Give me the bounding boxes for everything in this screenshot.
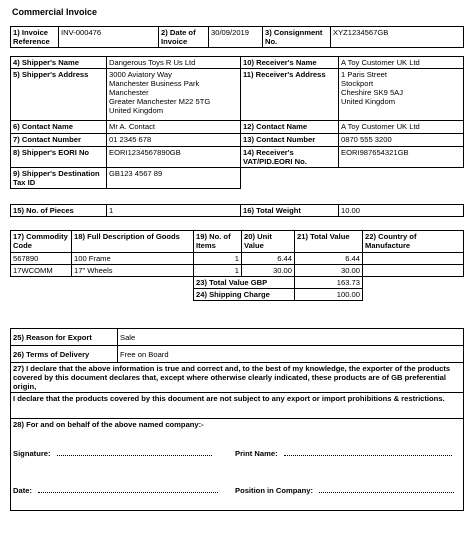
consignment-label: 3) Consignment No. (263, 27, 331, 48)
table-row (11, 265, 464, 277)
goods-items: 1 (194, 265, 242, 277)
goods-table (10, 230, 464, 301)
terms-label: 26) Terms of Delivery (11, 346, 118, 363)
empty-cell (72, 277, 194, 289)
shipper-address-label: 5) Shipper's Address (11, 69, 107, 121)
pieces-table (10, 204, 464, 217)
receiver-address-value (339, 69, 464, 121)
goods-total: 30.00 (295, 265, 363, 277)
declaration-origin: 27) I declare that the above information is true and correct and, to the best of my knowledge, the exporter of the products covered by this document declares that, except where otherwise clearly indicated, these products are of GB preferential origin, (11, 363, 464, 393)
invoice-ref-value: INV-000476 (59, 27, 159, 48)
goods-header-country: 22) Country of Manufacture (363, 231, 464, 253)
goods-total: 6.44 (295, 253, 363, 265)
declaration-table (10, 328, 464, 511)
address-line: Cheshire SK9 5AJ (341, 88, 404, 97)
goods-items: 1 (194, 253, 242, 265)
empty-cell (11, 277, 72, 289)
invoice-ref-label: 1) Invoice Reference (11, 27, 59, 48)
shipper-phone-value: 01 2345 678 (107, 134, 241, 147)
shipper-dest-tax-label: 9) Shipper's Destination Tax ID (11, 168, 107, 189)
goods-header-total: 21) Total Value (295, 231, 363, 253)
position-label: Position in Company: (235, 486, 314, 495)
shipper-address-value (107, 69, 241, 121)
reason-label: 25) Reason for Export (11, 329, 118, 346)
invoice-date-value: 30/09/2019 (209, 27, 263, 48)
signature-block (11, 419, 464, 511)
address-line: 3000 Aviatory Way (109, 70, 172, 79)
signature-line[interactable] (57, 447, 212, 456)
shipper-eori-label: 8) Shipper's EORI No (11, 147, 107, 168)
goods-header-code: 17) Commodity Code (11, 231, 72, 253)
goods-code: 567890 (11, 253, 72, 265)
shipper-phone-label: 7) Contact Number (11, 134, 107, 147)
weight-value: 10.00 (339, 205, 464, 217)
address-line: Greater Manchester M22 5TG (109, 97, 211, 106)
print-name-row (235, 447, 460, 458)
shipper-name-label: 4) Shipper's Name (11, 57, 107, 69)
weight-label: 16) Total Weight (241, 205, 339, 217)
shipper-name-value: Dangerous Toys R Us Ltd (107, 57, 241, 69)
shipper-contact-label: 6) Contact Name (11, 121, 107, 134)
receiver-phone-label: 13) Contact Number (241, 134, 339, 147)
goods-unit: 30.00 (242, 265, 295, 277)
signature-label: Signature: (13, 449, 51, 458)
page-title: Commercial Invoice (12, 7, 98, 17)
shipper-dest-tax-value: GB123 4567 89 (107, 168, 241, 189)
invoice-header-table (10, 26, 464, 48)
goods-code: 17WCOMM (11, 265, 72, 277)
goods-country (363, 265, 464, 277)
empty-cell (72, 289, 194, 301)
goods-header-unit: 20) Unit Value (242, 231, 295, 253)
position-row (235, 484, 460, 495)
position-line[interactable] (319, 484, 454, 493)
receiver-name-value: A Toy Customer UK Ltd (339, 57, 464, 69)
address-line: United Kingdom (109, 106, 164, 115)
date-line[interactable] (38, 484, 218, 493)
address-line: Stockport (341, 79, 374, 88)
goods-header-items: 19) No. of Items (194, 231, 242, 253)
receiver-address-label: 11) Receiver's Address (241, 69, 339, 121)
signature-row (13, 447, 223, 458)
date-label: Date: (13, 486, 32, 495)
address-line: 1 Paris Street (341, 70, 388, 79)
empty-cell (339, 168, 464, 189)
parties-table (10, 56, 464, 189)
address-line: Manchester Business Park (109, 79, 200, 88)
empty-cell (241, 168, 339, 189)
consignment-value: XYZ1234567GB (331, 27, 464, 48)
address-line: United Kingdom (341, 97, 396, 106)
invoice-date-label: 2) Date of Invoice (159, 27, 209, 48)
declaration-prohibitions: I declare that the products covered by this document are not subject to any export or import prohibitions & restrictions. (11, 393, 464, 419)
behalf-text: 28) For and on behalf of the above named company:- (13, 420, 204, 429)
pieces-value: 1 (107, 205, 241, 217)
reason-value: Sale (118, 329, 464, 346)
goods-unit: 6.44 (242, 253, 295, 265)
goods-desc: 100 Frame (72, 253, 194, 265)
receiver-name-label: 10) Receiver's Name (241, 57, 339, 69)
shipper-eori-value: EORI1234567890GB (107, 147, 241, 168)
total-value-label: 23) Total Value GBP (194, 277, 295, 289)
print-name-line[interactable] (284, 447, 452, 456)
receiver-phone-value: 0870 555 3200 (339, 134, 464, 147)
date-row (13, 484, 223, 495)
pieces-label: 15) No. of Pieces (11, 205, 107, 217)
goods-desc: 17" Wheels (72, 265, 194, 277)
receiver-vat-value: EORI987654321GB (339, 147, 464, 168)
empty-cell (11, 289, 72, 301)
empty-cell (363, 277, 464, 289)
total-value: 163.73 (295, 277, 363, 289)
shipper-contact-value: Mr A. Contact (107, 121, 241, 134)
goods-country (363, 253, 464, 265)
address-line: Manchester (109, 88, 149, 97)
receiver-contact-label: 12) Contact Name (241, 121, 339, 134)
goods-header-desc: 18) Full Description of Goods (72, 231, 194, 253)
shipping-charge-label: 24) Shipping Charge (194, 289, 295, 301)
print-name-label: Print Name: (235, 449, 278, 458)
terms-value: Free on Board (118, 346, 464, 363)
table-row (11, 253, 464, 265)
shipping-charge-value: 100.00 (295, 289, 363, 301)
empty-cell (363, 289, 464, 301)
receiver-vat-label: 14) Receiver's VAT/PID.EORI No. (241, 147, 339, 168)
receiver-contact-value: A Toy Customer UK Ltd (339, 121, 464, 134)
